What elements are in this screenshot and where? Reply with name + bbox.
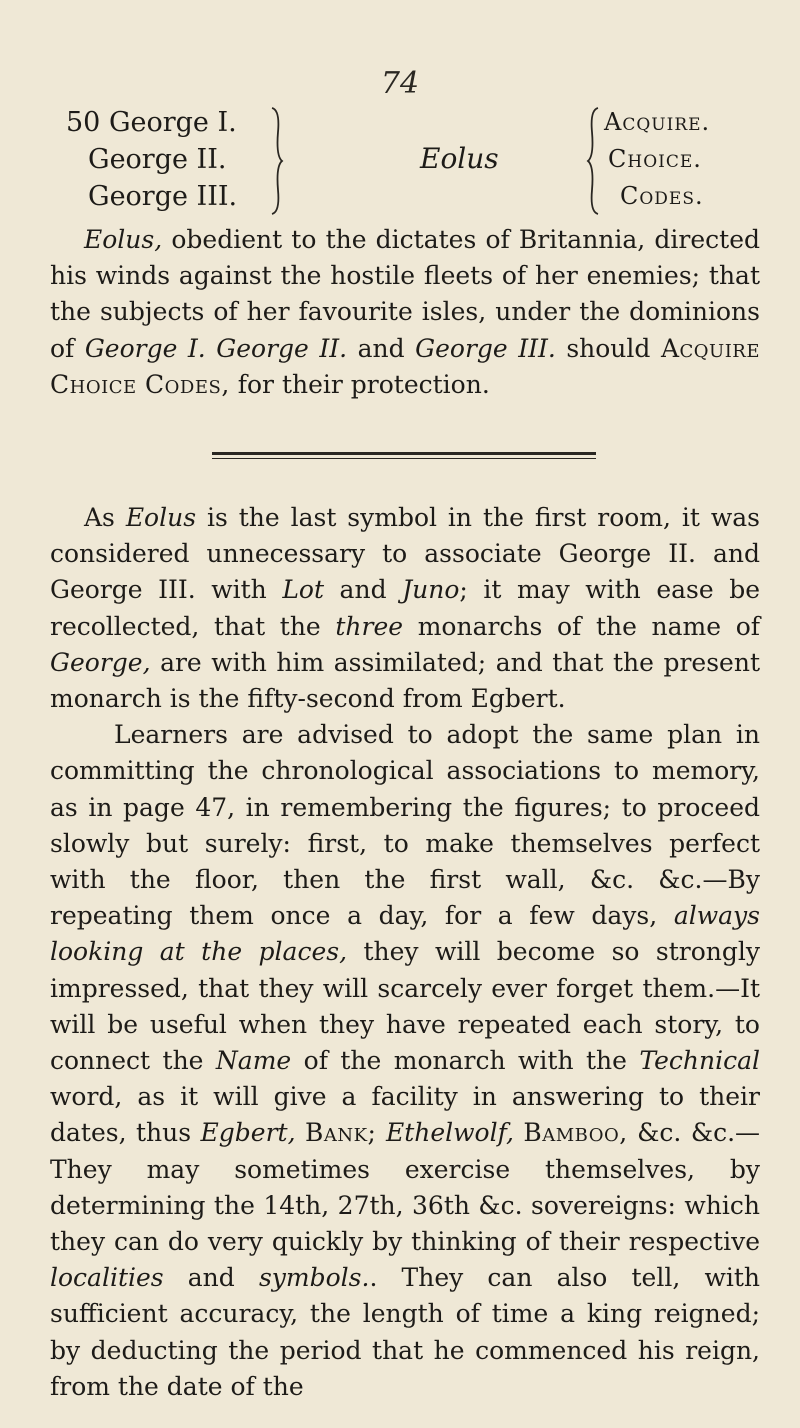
text-italic: Lot xyxy=(282,575,325,605)
king-entry: George II. xyxy=(88,144,227,175)
symbol-word: Eolus xyxy=(420,142,499,175)
divider-rule-thick xyxy=(212,452,596,455)
page-number: 74 xyxy=(380,66,420,101)
text-italic: Eolus, xyxy=(84,225,163,254)
text-italic: Technical xyxy=(639,1046,761,1076)
text-span: and xyxy=(324,575,403,605)
text-italic: Eolus xyxy=(125,503,197,532)
king-entry: 50 George I. xyxy=(66,107,237,138)
text-span: As xyxy=(84,503,126,532)
text-span: and xyxy=(163,1263,259,1293)
text-span: &c. &c.—They may sometimes exercise themselves, by determining the 14th, 27th, 36th &c. sovereigns: which they can do very quickly by thinking of their respective xyxy=(50,1118,761,1257)
text-span: is the last symbol in the first room, it was considered unnecessary to associate George II. and George III. with xyxy=(50,503,760,605)
text-span: obedient to the dictates of Britannia, directed his winds against the hostile fleets of her enemies; that the subjects of her favourite isles, under the dominions of xyxy=(50,225,760,363)
text-smallcaps: Bamboo, xyxy=(523,1118,628,1148)
text-italic: symbols. xyxy=(258,1263,370,1293)
king-entry: George III. xyxy=(88,181,238,212)
text-span xyxy=(376,1118,385,1147)
divider-rule-thin xyxy=(212,458,596,459)
action-entry: Codes. xyxy=(620,182,704,210)
section-divider xyxy=(212,452,596,460)
text-span xyxy=(514,1118,523,1147)
kings-list xyxy=(66,104,237,215)
right-brace xyxy=(586,106,600,216)
text-smallcaps: Bank; xyxy=(304,1118,377,1148)
left-brace xyxy=(270,106,284,216)
text-span: monarchs of the name of xyxy=(403,611,760,641)
text-italic: Ethelwolf, xyxy=(385,1118,514,1148)
text-span: of the monarch with the xyxy=(291,1046,640,1076)
text-italic: George III. xyxy=(415,333,556,363)
text-italic: George I. George II. xyxy=(84,333,348,363)
text-span: for their protection. xyxy=(229,369,490,399)
paragraph-learners-advice xyxy=(50,717,760,1405)
text-italic: always looking at the places, xyxy=(50,901,760,967)
text-italic: three xyxy=(335,611,404,641)
text-italic: localities xyxy=(50,1263,164,1293)
text-span: word, as it will give a facility in answering to their dates, thus xyxy=(50,1082,760,1148)
paragraph-eolus xyxy=(50,222,760,403)
actions-list xyxy=(604,104,710,215)
text-span: ; it may with ease be recollected, that the xyxy=(50,575,760,641)
text-smallcaps: Acquire Choice Codes, xyxy=(50,333,760,399)
mnemonic-table xyxy=(0,104,800,222)
text-italic: Name xyxy=(215,1046,292,1076)
text-italic: Egbert, xyxy=(200,1118,296,1148)
text-italic: George, xyxy=(50,647,151,677)
action-entry: Acquire. xyxy=(604,108,711,136)
paragraph-symbol-note xyxy=(50,500,760,717)
text-span xyxy=(296,1118,305,1147)
text-italic: Juno xyxy=(402,575,460,605)
text-span: should xyxy=(555,333,661,363)
text-span: and xyxy=(347,333,416,363)
text-span: they will become so strongly impressed, that they will scarcely ever forget them.—It will be useful when they have repeated each story, to connect the xyxy=(50,937,760,1076)
action-entry: Choice. xyxy=(608,145,702,173)
text-span: . They can also tell, with sufficient accuracy, the length of time a king reigned; by deducting the period that he commenced his reign, from the date of the xyxy=(50,1263,760,1401)
text-span: are with him assimilated; and that the present monarch is the fifty-second from Egbert. xyxy=(50,647,760,714)
text-span: Learners are advised to adopt the same plan in committing the chronological associations to memory, as in page 47, in remembering the figures; to proceed slowly but surely: first, to make themselves perfect with the floor, then the first wall, &c. &c.—By repeating them once a day, for a few days, xyxy=(50,720,760,931)
body-text xyxy=(50,500,760,1405)
